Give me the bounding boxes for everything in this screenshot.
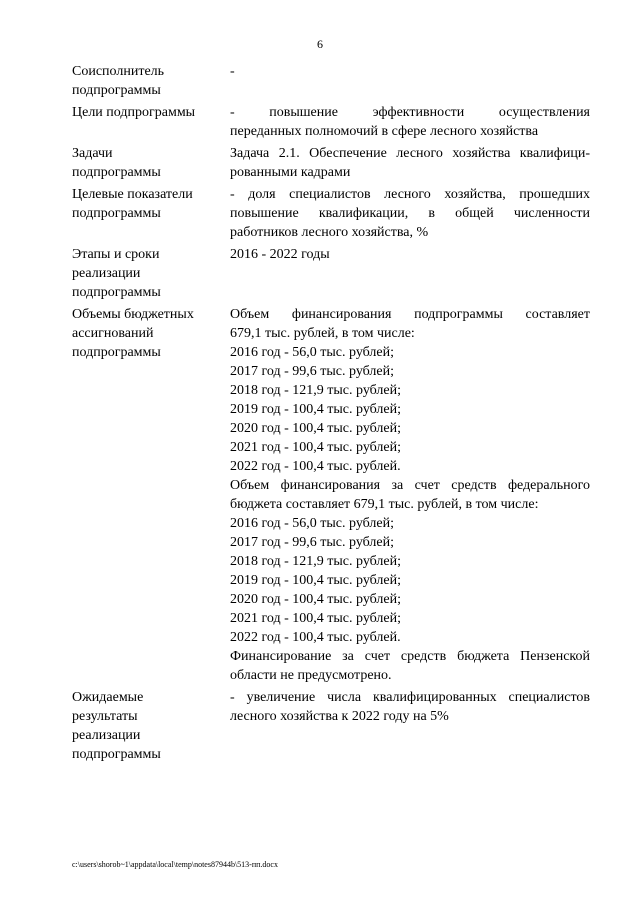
value-line: Задача 2.1. Обеспечение лесного хозяйства квалифици-	[230, 146, 590, 161]
row-goals	[72, 103, 590, 141]
value-line: рованными кадрами	[230, 165, 351, 180]
year-line: 2016 год - 56,0 тыс. рублей;	[230, 345, 395, 360]
value-line: переданных полномочий в сфере лесного хозяйства	[230, 124, 539, 139]
year-line: 2018 год - 121,9 тыс. рублей;	[230, 383, 402, 398]
row-co-executor	[72, 62, 590, 100]
row-value	[230, 245, 590, 264]
row-label	[72, 305, 230, 362]
year-line: 2022 год - 100,4 тыс. рублей.	[230, 630, 401, 645]
subprogram-passport-table	[72, 62, 590, 767]
label-line: Соисполнитель	[72, 64, 165, 79]
page-number: 6	[317, 37, 323, 51]
label-line: результаты	[72, 709, 138, 724]
year-line: 2018 год - 121,9 тыс. рублей;	[230, 554, 402, 569]
label-line: Ожидаемые	[72, 690, 144, 705]
label-line: Задачи	[72, 146, 113, 161]
value-line: - доля специалистов лесного хозяйства, прошедших	[230, 187, 590, 202]
row-value	[230, 305, 590, 685]
value-line: работников лесного хозяйства, %	[230, 225, 429, 240]
year-line: 2019 год - 100,4 тыс. рублей;	[230, 402, 402, 417]
row-value	[230, 144, 590, 182]
year-line: 2016 год - 56,0 тыс. рублей;	[230, 516, 395, 531]
value-line: -	[230, 64, 235, 79]
year-line: 2017 год - 99,6 тыс. рублей;	[230, 364, 395, 379]
row-results	[72, 688, 590, 764]
year-line: 2021 год - 100,4 тыс. рублей;	[230, 440, 402, 455]
row-tasks	[72, 144, 590, 182]
row-stages	[72, 245, 590, 302]
year-line: 2021 год - 100,4 тыс. рублей;	[230, 611, 402, 626]
label-line: Целевые показатели	[72, 187, 193, 202]
value-line: 679,1 тыс. рублей, в том числе:	[230, 326, 415, 341]
label-line: Цели подпрограммы	[72, 105, 196, 120]
footer-file-path: c:\users\shorob~1\appdata\local\temp\notes87944b\513-пп.docx	[72, 860, 278, 869]
label-line: подпрограммы	[72, 345, 161, 360]
label-line: подпрограммы	[72, 165, 161, 180]
row-label	[72, 245, 230, 302]
year-line: 2020 год - 100,4 тыс. рублей;	[230, 592, 402, 607]
value-line: повышение квалификации, в общей численности	[230, 206, 590, 221]
label-line: Этапы и сроки	[72, 247, 160, 262]
value-line: - повышение эффективности осуществления	[230, 105, 590, 120]
value-line: бюджета составляет 679,1 тыс. рублей, в том числе:	[230, 497, 539, 512]
value-line: Объем финансирования за счет средств федерального	[230, 478, 590, 493]
row-value	[230, 62, 590, 81]
label-line: Объемы бюджетных	[72, 307, 194, 322]
label-line: реализации	[72, 728, 141, 743]
year-line: 2017 год - 99,6 тыс. рублей;	[230, 535, 395, 550]
row-value	[230, 688, 590, 726]
value-line: лесного хозяйства к 2022 году на 5%	[230, 709, 449, 724]
label-line: ассигнований	[72, 326, 154, 341]
value-line: Объем финансирования подпрограммы составляет	[230, 307, 590, 322]
year-line: 2022 год - 100,4 тыс. рублей.	[230, 459, 401, 474]
row-label	[72, 144, 230, 182]
year-line: 2019 год - 100,4 тыс. рублей;	[230, 573, 402, 588]
value-line: - увеличение числа квалифицированных специалистов	[230, 690, 590, 705]
row-value	[230, 185, 590, 242]
label-line: подпрограммы	[72, 747, 161, 762]
row-budget	[72, 305, 590, 685]
row-targets	[72, 185, 590, 242]
label-line: подпрограммы	[72, 83, 161, 98]
row-value	[230, 103, 590, 141]
year-line: 2020 год - 100,4 тыс. рублей;	[230, 421, 402, 436]
row-label	[72, 688, 230, 764]
row-label	[72, 185, 230, 223]
value-line: 2016 - 2022 годы	[230, 247, 330, 262]
label-line: подпрограммы	[72, 285, 161, 300]
row-label	[72, 103, 230, 122]
value-line: Финансирование за счет средств бюджета Пензенской	[230, 649, 590, 664]
row-label	[72, 62, 230, 100]
label-line: реализации	[72, 266, 141, 281]
label-line: подпрограммы	[72, 206, 161, 221]
value-line: области не предусмотрено.	[230, 668, 392, 683]
